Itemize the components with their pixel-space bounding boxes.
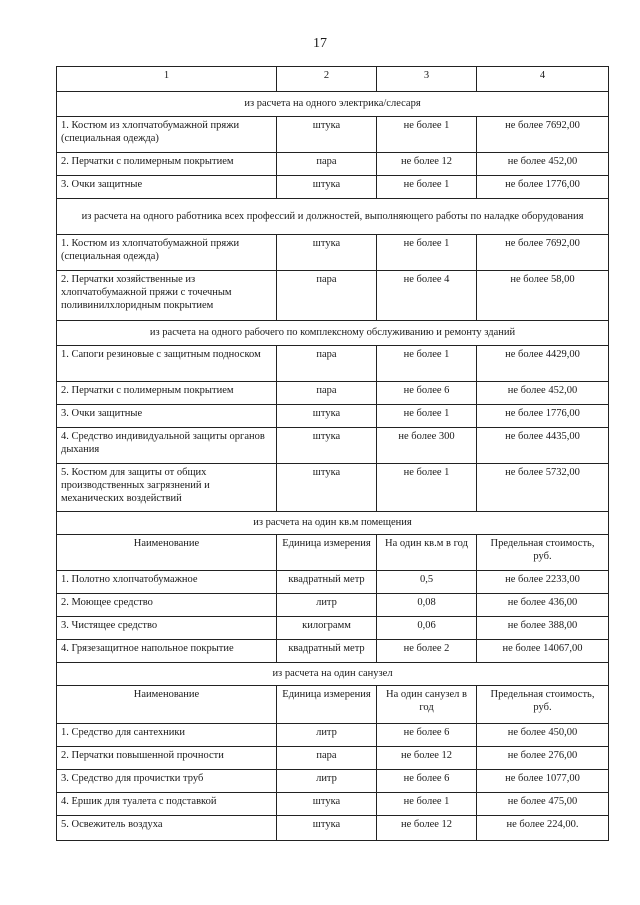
item-qty: 0,08 <box>377 594 477 617</box>
subheader-price: Предельная стоимость, руб. <box>477 535 609 571</box>
item-name: 4. Ершик для туалета с подставкой <box>57 793 277 816</box>
header-col-3: 3 <box>377 67 477 92</box>
item-qty: не более 1 <box>377 176 477 199</box>
item-name: 2. Перчатки с полимерным покрытием <box>57 153 277 176</box>
section-title: из расчета на одного работника всех профессий и должностей, выполняющего работы по наладке оборудования <box>57 199 609 235</box>
item-unit: литр <box>277 724 377 747</box>
subheader-unit: Единица измерения <box>277 686 377 724</box>
item-unit: квадратный метр <box>277 571 377 594</box>
item-name: 1. Полотно хлопчатобумажное <box>57 571 277 594</box>
item-unit: штука <box>277 235 377 271</box>
item-qty: не более 1 <box>377 346 477 382</box>
item-unit: пара <box>277 346 377 382</box>
item-name: 1. Средство для сантехники <box>57 724 277 747</box>
item-unit: литр <box>277 594 377 617</box>
item-unit: штука <box>277 793 377 816</box>
item-qty: не более 1 <box>377 405 477 428</box>
item-name: 3. Чистящее средство <box>57 617 277 640</box>
subheader-price: Предельная стоимость, руб. <box>477 686 609 724</box>
item-name: 2. Моющее средство <box>57 594 277 617</box>
item-unit: квадратный метр <box>277 640 377 663</box>
header-col-1: 1 <box>57 67 277 92</box>
item-name: 2. Перчатки с полимерным покрытием <box>57 382 277 405</box>
section-title: из расчета на один санузел <box>57 663 609 686</box>
item-qty: не более 1 <box>377 117 477 153</box>
item-name: 1. Костюм из хлопчатобумажной пряжи (специальная одежда) <box>57 235 277 271</box>
table-row <box>57 153 609 176</box>
item-qty: не более 6 <box>377 770 477 793</box>
item-name: 4. Грязезащитное напольное покрытие <box>57 640 277 663</box>
item-unit: штука <box>277 405 377 428</box>
table-row <box>57 428 609 464</box>
item-price: не более 475,00 <box>477 793 609 816</box>
item-price: не более 1776,00 <box>477 405 609 428</box>
table-row <box>57 571 609 594</box>
item-name: 2. Перчатки повышенной прочности <box>57 747 277 770</box>
table-row <box>57 235 609 271</box>
item-unit: литр <box>277 770 377 793</box>
item-unit: штука <box>277 117 377 153</box>
subheader-qty: На один кв.м в год <box>377 535 477 571</box>
subheader-qty: На один санузел в год <box>377 686 477 724</box>
section-title-row <box>57 663 609 686</box>
item-unit: пара <box>277 747 377 770</box>
subheader-row <box>57 535 609 571</box>
item-price: не более 5732,00 <box>477 464 609 512</box>
item-price: не более 7692,00 <box>477 235 609 271</box>
table-row <box>57 816 609 841</box>
item-unit: штука <box>277 176 377 199</box>
table-row <box>57 176 609 199</box>
item-unit: штука <box>277 816 377 841</box>
page-number: 17 <box>313 36 327 51</box>
item-price: не более 1077,00 <box>477 770 609 793</box>
item-name: 5. Костюм для защиты от общих производственных загрязнений и механических воздействий <box>57 464 277 512</box>
item-qty: не более 6 <box>377 382 477 405</box>
section-title-row <box>57 321 609 346</box>
item-name: 5. Освежитель воздуха <box>57 816 277 841</box>
table-row <box>57 770 609 793</box>
item-unit: килограмм <box>277 617 377 640</box>
table-row <box>57 405 609 428</box>
item-qty: не более 1 <box>377 464 477 512</box>
norms-table <box>56 66 609 841</box>
item-name: 3. Средство для прочистки труб <box>57 770 277 793</box>
item-qty: 0,06 <box>377 617 477 640</box>
item-qty: 0,5 <box>377 571 477 594</box>
table-row <box>57 793 609 816</box>
item-price: не более 58,00 <box>477 271 609 321</box>
item-price: не более 452,00 <box>477 382 609 405</box>
table-row <box>57 617 609 640</box>
item-price: не более 4435,00 <box>477 428 609 464</box>
subheader-row <box>57 686 609 724</box>
item-price: не более 7692,00 <box>477 117 609 153</box>
item-unit: пара <box>277 271 377 321</box>
subheader-name: Наименование <box>57 686 277 724</box>
table-row <box>57 271 609 321</box>
subheader-unit: Единица измерения <box>277 535 377 571</box>
item-name: 2. Перчатки хозяйственные из хлопчатобумажной пряжи с точечным поливинилхлоридным покрытием <box>57 271 277 321</box>
table-row <box>57 594 609 617</box>
item-unit: пара <box>277 153 377 176</box>
item-name: 1. Костюм из хлопчатобумажной пряжи (специальная одежда) <box>57 117 277 153</box>
item-name: 3. Очки защитные <box>57 405 277 428</box>
item-name: 1. Сапоги резиновые с защитным подноском <box>57 346 277 382</box>
header-row <box>57 67 609 92</box>
item-qty: не более 12 <box>377 747 477 770</box>
item-qty: не более 1 <box>377 793 477 816</box>
item-price: не более 450,00 <box>477 724 609 747</box>
table-row <box>57 346 609 382</box>
table-row <box>57 382 609 405</box>
item-qty: не более 2 <box>377 640 477 663</box>
item-price: не более 4429,00 <box>477 346 609 382</box>
table-row <box>57 117 609 153</box>
item-qty: не более 300 <box>377 428 477 464</box>
item-qty: не более 6 <box>377 724 477 747</box>
section-title: из расчета на одного рабочего по комплексному обслуживанию и ремонту зданий <box>57 321 609 346</box>
header-col-4: 4 <box>477 67 609 92</box>
section-title: из расчета на один кв.м помещения <box>57 512 609 535</box>
item-unit: штука <box>277 464 377 512</box>
section-title-row <box>57 199 609 235</box>
item-price: не более 436,00 <box>477 594 609 617</box>
table-row <box>57 640 609 663</box>
item-price: не более 224,00. <box>477 816 609 841</box>
item-qty: не более 1 <box>377 235 477 271</box>
item-price: не более 388,00 <box>477 617 609 640</box>
item-price: не более 452,00 <box>477 153 609 176</box>
item-price: не более 276,00 <box>477 747 609 770</box>
table-row <box>57 724 609 747</box>
item-qty: не более 12 <box>377 816 477 841</box>
table-row <box>57 747 609 770</box>
item-name: 3. Очки защитные <box>57 176 277 199</box>
item-name: 4. Средство индивидуальной защиты органов дыхания <box>57 428 277 464</box>
subheader-name: Наименование <box>57 535 277 571</box>
header-col-2: 2 <box>277 67 377 92</box>
item-price: не более 14067,00 <box>477 640 609 663</box>
item-qty: не более 4 <box>377 271 477 321</box>
item-price: не более 2233,00 <box>477 571 609 594</box>
item-qty: не более 12 <box>377 153 477 176</box>
section-title-row <box>57 92 609 117</box>
section-title: из расчета на одного электрика/слесаря <box>57 92 609 117</box>
item-unit: пара <box>277 382 377 405</box>
item-price: не более 1776,00 <box>477 176 609 199</box>
item-unit: штука <box>277 428 377 464</box>
section-title-row <box>57 512 609 535</box>
table-row <box>57 464 609 512</box>
